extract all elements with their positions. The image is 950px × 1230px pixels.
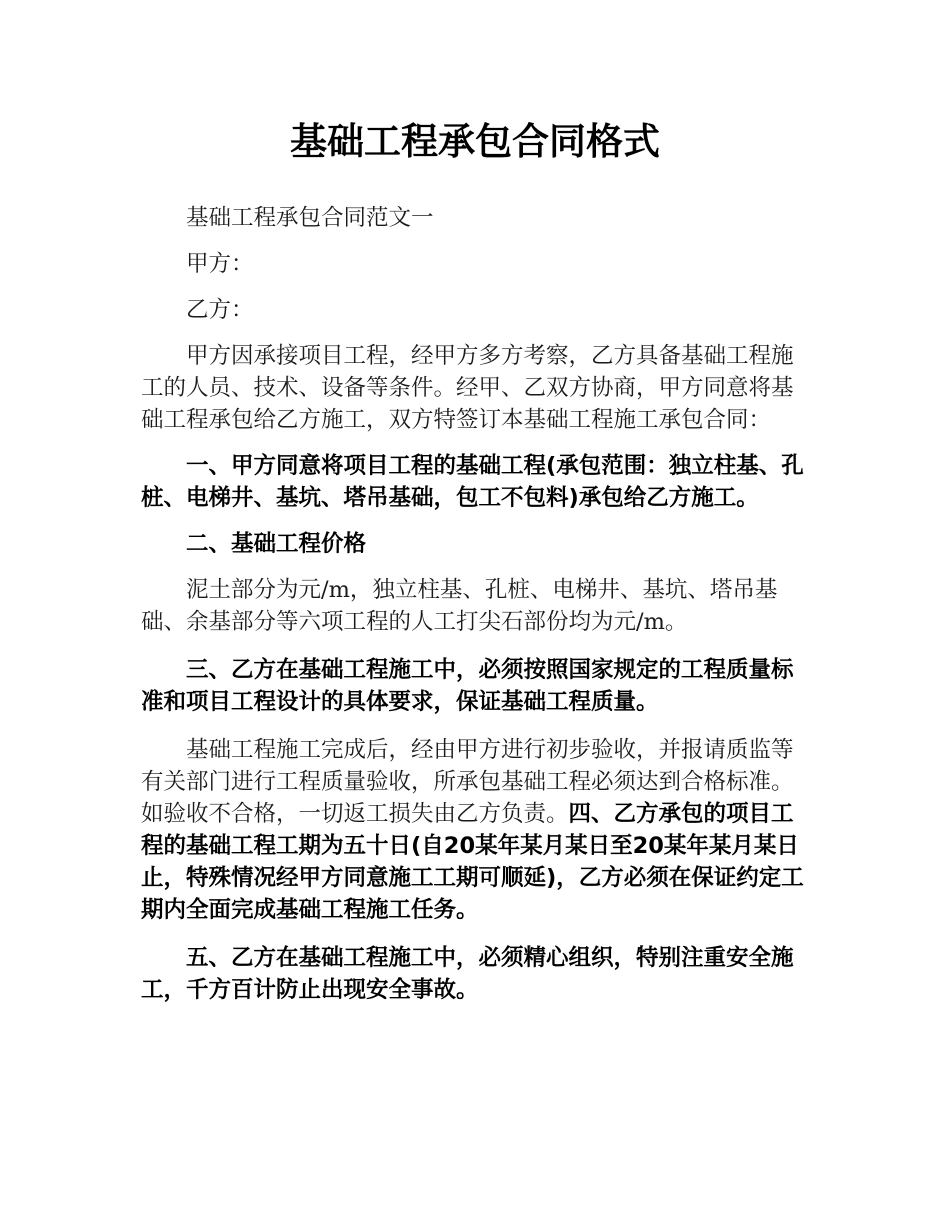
paragraph-heading-sample: 基础工程承包合同范文一: [186, 205, 434, 231]
paragraph-preamble: 甲方因承接项目工程，经甲方多方考察，乙方具备基础工程施工的人员、技术、设备等条件。经甲、乙双方协商，甲方同意将基础工程承包给乙方施工，双方特签订本基础工程施工承包合同：: [141, 343, 794, 433]
clause-1: 一、甲方同意将项目工程的基础工程(承包范围：独立柱基、孔桩、电梯井、基坑、塔吊基础，包工不包料)承包给乙方施工。: [141, 453, 804, 511]
clause-5: 五、乙方在基础工程施工中，必须精心组织，特别注重安全施工，千方百计防止出现安全事故。: [141, 945, 794, 1003]
clause-2-heading: 二、基础工程价格: [186, 531, 367, 557]
paragraph-party-a: 甲方：: [186, 251, 254, 277]
document-body: [141, 202, 811, 1006]
document-title: 基础工程承包合同格式: [290, 120, 660, 163]
paragraph-party-b: 乙方：: [186, 297, 254, 323]
clause-4: 四、乙方承包的项目工程的基础工程工期为五十日(自20某年某月某日至20某年某月某日止，特殊情况经甲方同意施工工期可顺延)，乙方必须在保证约定工期内全面完成基础工程施工任务。: [141, 801, 804, 923]
clause-3: 三、乙方在基础工程施工中，必须按照国家规定的工程质量标准和项目工程设计的具体要求，保证基础工程质量。: [141, 657, 794, 715]
acceptance-text: 基础工程施工完成后，经由甲方进行初步验收，并报请质监等有关部门进行工程质量验收，所承包基础工程必须达到合格标准。如验收不合格，一切返工损失由乙方负责。: [141, 737, 794, 827]
clause-2-price: 泥土部分为元/m，独立柱基、孔桩、电梯井、基坑、塔吊基础、余基部分等六项工程的人工打尖石部份均为元/m。: [141, 577, 778, 635]
paragraph-acceptance: [141, 734, 811, 926]
